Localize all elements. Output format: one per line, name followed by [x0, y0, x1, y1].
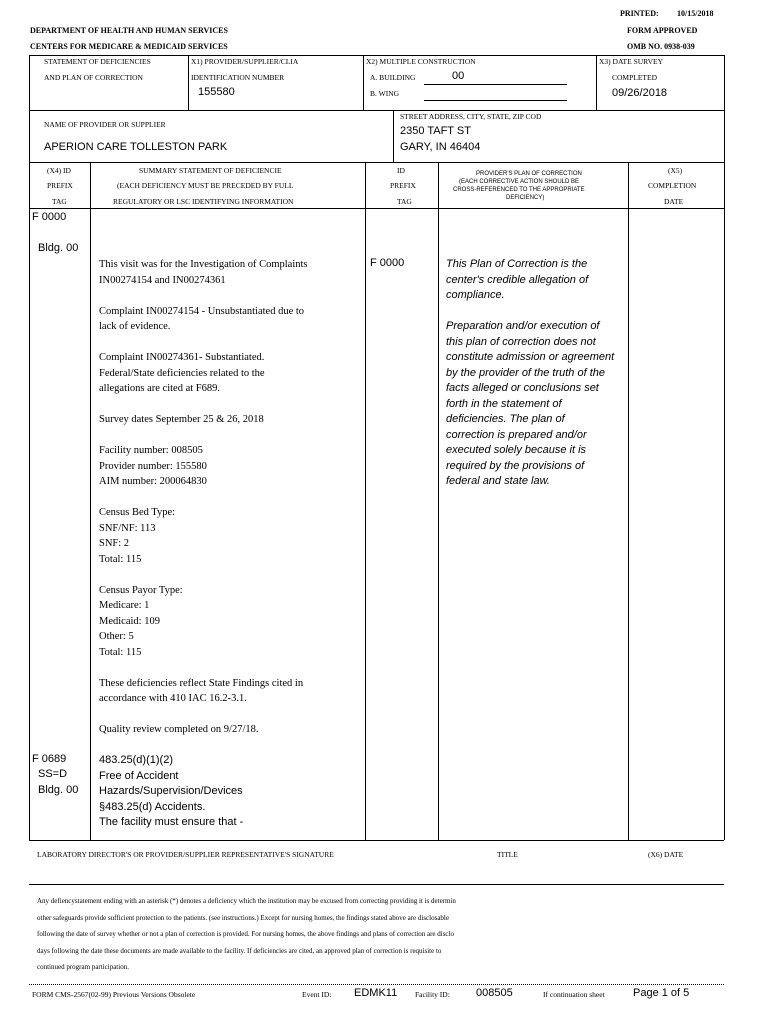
summary-line	[99, 397, 361, 413]
summary-line: Total: 115	[99, 646, 142, 658]
poc-line: this plan of correction does not	[446, 335, 596, 348]
poc-line: compliance.	[446, 289, 505, 301]
completed-label: COMPLETED	[612, 73, 657, 82]
title-label: TITLE	[497, 850, 518, 859]
x4-id-label: (X4) ID	[47, 166, 71, 175]
provider-name-label: NAME OF PROVIDER OR SUPPLIER	[44, 120, 166, 129]
summary-line: Medicare: 1	[99, 600, 150, 611]
x5-label: (X5)	[668, 166, 683, 175]
poc-line: center's credible allegation of	[446, 273, 589, 286]
address-line-2: GARY, IN 46404	[400, 141, 481, 153]
summary-line	[99, 335, 361, 351]
summary-line	[99, 707, 361, 723]
provider-id-label-2: IDENTIFICATION NUMBER	[191, 73, 285, 82]
poc-header-4: DEFICIENCY)	[506, 195, 545, 201]
summary-line: allegations are cited at F689.	[99, 383, 221, 394]
id-label: ID	[397, 166, 405, 175]
date-survey-label: X3) DATE SURVEY	[599, 57, 663, 66]
summary-line	[99, 660, 361, 676]
building-tag-2: Bldg. 00	[38, 784, 79, 796]
disclaimer-line: Any defiencystatement ending with an asterisk (*) denotes a deficiency which the institution may be excused from correcting providing it is determin	[37, 897, 456, 905]
id-prefix-label: PREFIX	[390, 181, 416, 190]
omb-number: OMB NO. 0938-039	[627, 42, 695, 51]
summary-line: accordance with 410 IAC 16.2-3.1.	[99, 693, 247, 704]
f689-line: Free of Accident	[99, 769, 179, 782]
disclaimer-line: continued program participation.	[37, 963, 129, 971]
poc-tag-f0000: F 0000	[370, 257, 405, 269]
f689-line: The facility must ensure that -	[99, 816, 244, 828]
facility-id-value: 008505	[476, 987, 513, 999]
poc-header-2: (EACH CORRECTIVE ACTION SHOULD BE	[459, 179, 580, 185]
id-tag-label: TAG	[397, 197, 412, 206]
survey-date-value: 09/26/2018	[612, 87, 668, 99]
summary-line: Census Payor Type:	[99, 584, 183, 596]
poc-line: forth in the statement of	[446, 397, 562, 410]
poc-line: constitute admission or agreement	[446, 351, 615, 363]
facility-id-label: Facility ID:	[415, 990, 450, 999]
f689-line: Hazards/Supervision/Devices	[99, 785, 243, 797]
completion-label: COMPLETION	[648, 181, 697, 190]
printed-date: 10/15/2018	[677, 9, 714, 18]
x5-date-label: DATE	[664, 197, 684, 206]
f689-regulation-text	[99, 753, 361, 831]
summary-statement	[99, 257, 361, 738]
summary-header-1: SUMMARY STATEMENT OF DEFICIENCIE	[139, 166, 282, 175]
page-number: Page 1 of 5	[633, 987, 690, 999]
poc-line: by the provider of the truth of the	[446, 366, 605, 379]
summary-line	[99, 288, 361, 304]
x4-tag-label: TAG	[52, 197, 67, 206]
poc-line: deficiencies. The plan of	[446, 413, 565, 425]
wing-label: B. WING	[370, 89, 400, 98]
summary-line: Federal/State deficiencies related to the	[99, 367, 265, 379]
provider-name-value: APERION CARE TOLLESTON PARK	[44, 141, 228, 153]
building-tag-1: Bldg. 00	[38, 242, 79, 254]
poc-line: federal and state law.	[446, 475, 550, 487]
summary-line: Facility number: 008505	[99, 445, 203, 456]
disclaimer-line: following the date of survey whether or not a plan of correction is provided. For nursing homes, the above findings and plans of correction are disclo	[37, 930, 454, 938]
summary-line: Complaint IN00274361- Substantiated.	[99, 352, 265, 363]
summary-line: SNF: 2	[99, 538, 130, 549]
plan-of-correction-text	[446, 257, 626, 490]
summary-line: This visit was for the Investigation of Complaints	[99, 259, 308, 270]
provider-id-value: 155580	[198, 86, 235, 98]
form-approved: FORM APPROVED	[627, 26, 698, 35]
poc-line: This Plan of Correction is the	[446, 258, 588, 270]
poc-header-1: PROVIDER'S PLAN OF CORRECTION	[476, 171, 582, 177]
summary-line: SNF/NF: 113	[99, 522, 156, 534]
summary-line: These deficiencies reflect State Findings cited in	[99, 677, 304, 689]
summary-line: IN00274154 and IN00274361	[99, 274, 226, 286]
form-number: FORM CMS-2567(02-99) Previous Versions Obsolete	[32, 990, 196, 999]
poc-header-3: CROSS-REFERENCED TO THE APPROPRIATE	[453, 187, 585, 193]
summary-line: Medicaid: 109	[99, 615, 160, 627]
f689-line: 483.25(d)(1)(2)	[99, 754, 173, 766]
summary-line	[99, 567, 361, 583]
summary-line	[99, 490, 361, 506]
centers-name: CENTERS FOR MEDICARE & MEDICAID SERVICES	[30, 42, 228, 51]
summary-line: Total: 115	[99, 553, 142, 565]
disclaimer-line: other safeguards provide sufficient protection to the patients. (see instructions.) Except for nursing homes, the findings stated above are disclosable	[37, 913, 449, 922]
summary-line: AIM number: 200064830	[99, 476, 207, 487]
deficiency-disclaimer	[37, 893, 727, 976]
x4-prefix-label: PREFIX	[47, 181, 73, 190]
printed-label: PRINTED:	[620, 9, 659, 18]
statement-label-2: AND PLAN OF CORRECTION	[44, 73, 143, 82]
poc-line: Preparation and/or execution of	[446, 320, 600, 332]
director-signature-label: LABORATORY DIRECTOR'S OR PROVIDER/SUPPLIER REPRESENTATIVE'S SIGNATURE	[37, 850, 334, 859]
summary-line: Other: 5	[99, 631, 134, 642]
address-line-1: 2350 TAFT ST	[400, 125, 471, 137]
f689-line: §483.25(d) Accidents.	[99, 800, 206, 813]
summary-line: Survey dates September 25 & 26, 2018	[99, 414, 264, 425]
address-label: STREET ADDRESS, CITY, STATE, ZIP COD	[400, 112, 542, 121]
multiple-construction-label: X2) MULTIPLE CONSTRUCTION	[366, 57, 476, 66]
poc-line: facts alleged or conclusions set	[446, 382, 599, 394]
department-name: DEPARTMENT OF HEALTH AND HUMAN SERVICES	[30, 26, 228, 35]
poc-line	[446, 304, 626, 320]
summary-line: lack of evidence.	[99, 321, 171, 332]
summary-line: Complaint IN00274154 - Unsubstantiated due to	[99, 305, 305, 317]
tag-f0000: F 0000	[32, 211, 67, 223]
building-label: A. BUILDING	[370, 73, 416, 82]
disclaimer-line: days following the date these documents are made available to the facility. If deficiencies are cited, an approved plan of correction is requisite to	[37, 946, 442, 955]
provider-id-label-1: X1) PROVIDER/SUPPLIER/CLIA	[191, 57, 299, 66]
poc-line: required by the provisions of	[446, 459, 585, 472]
statement-label-1: STATEMENT OF DEFICIENCIES	[44, 57, 151, 66]
event-id-value: EDMK11	[354, 987, 398, 999]
poc-line: executed solely because it is	[446, 444, 587, 456]
summary-header-3: REGULATORY OR LSC IDENTIFYING INFORMATION	[113, 197, 294, 206]
tag-f0689: F 0689	[32, 753, 67, 765]
event-id-label: Event ID:	[302, 990, 332, 999]
severity-tag: SS=D	[38, 768, 68, 780]
summary-line: Quality review completed on 9/27/18.	[99, 724, 259, 735]
summary-line	[99, 428, 361, 444]
signature-date-label: (X6) DATE	[648, 850, 684, 859]
summary-line: Provider number: 155580	[99, 460, 207, 472]
continuation-label: If continuation sheet	[543, 990, 605, 999]
summary-line: Census Bed Type:	[99, 507, 176, 518]
poc-line: correction is prepared and/or	[446, 428, 587, 441]
summary-header-2: (EACH DEFICIENCY MUST BE PRECEDED BY FULL	[117, 181, 294, 190]
building-value: 00	[452, 70, 465, 82]
